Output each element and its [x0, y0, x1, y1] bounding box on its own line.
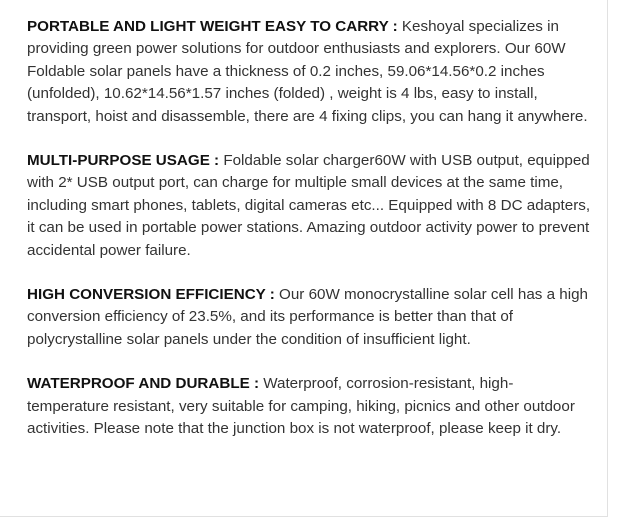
section-heading: HIGH CONVERSION EFFICIENCY	[27, 286, 266, 304]
heading-separator: :	[249, 375, 264, 393]
section-portable	[27, 16, 592, 128]
heading-separator: :	[265, 286, 280, 304]
section-conversion-efficiency	[27, 284, 592, 351]
section-multi-purpose	[27, 150, 592, 262]
section-heading: WATERPROOF AND DURABLE	[27, 375, 250, 393]
section-body: Waterproof, corrosion-resistant, high-temperature resistant, very suitable for camping, hiking, picnics and other outdoor activities. Please note that the junction box is not waterproof, please keep it dry.	[27, 375, 575, 438]
heading-separator: :	[388, 18, 402, 35]
section-body: Our 60W monocrystalline solar cell has a high conversion efficiency of 23.5%, and its performance is better than that of polycrystalline solar panels under the condition of insufficient light.	[27, 286, 588, 348]
section-heading: PORTABLE AND LIGHT WEIGHT EASY TO CARRY	[27, 18, 389, 35]
heading-separator: :	[209, 152, 224, 170]
section-waterproof	[27, 373, 592, 440]
section-heading: MULTI-PURPOSE USAGE	[27, 152, 210, 170]
description-content	[27, 16, 592, 463]
section-body: Foldable solar charger60W with USB output, equipped with 2* USB output port, can charge for multiple small devices at the same time, including smart phones, tablets, digital cameras etc... Equipped with 8 DC adapters, it can be used in portable power stations. Amazing outdoor activity power to prevent accidental power failure.	[27, 152, 591, 259]
section-body: Keshoyal specializes in providing green power solutions for outdoor enthusiasts and explorers. Our 60W Foldable solar panels have a thickness of 0.2 inches, 59.06*14.56*0.2 inches (unfolded), 10.62*14.56*1.57 inches (folded) , weight is 4 lbs, easy to install, transport, hoist and disassemble, there are 4 fixing clips, you can hang it anywhere.	[27, 18, 588, 125]
